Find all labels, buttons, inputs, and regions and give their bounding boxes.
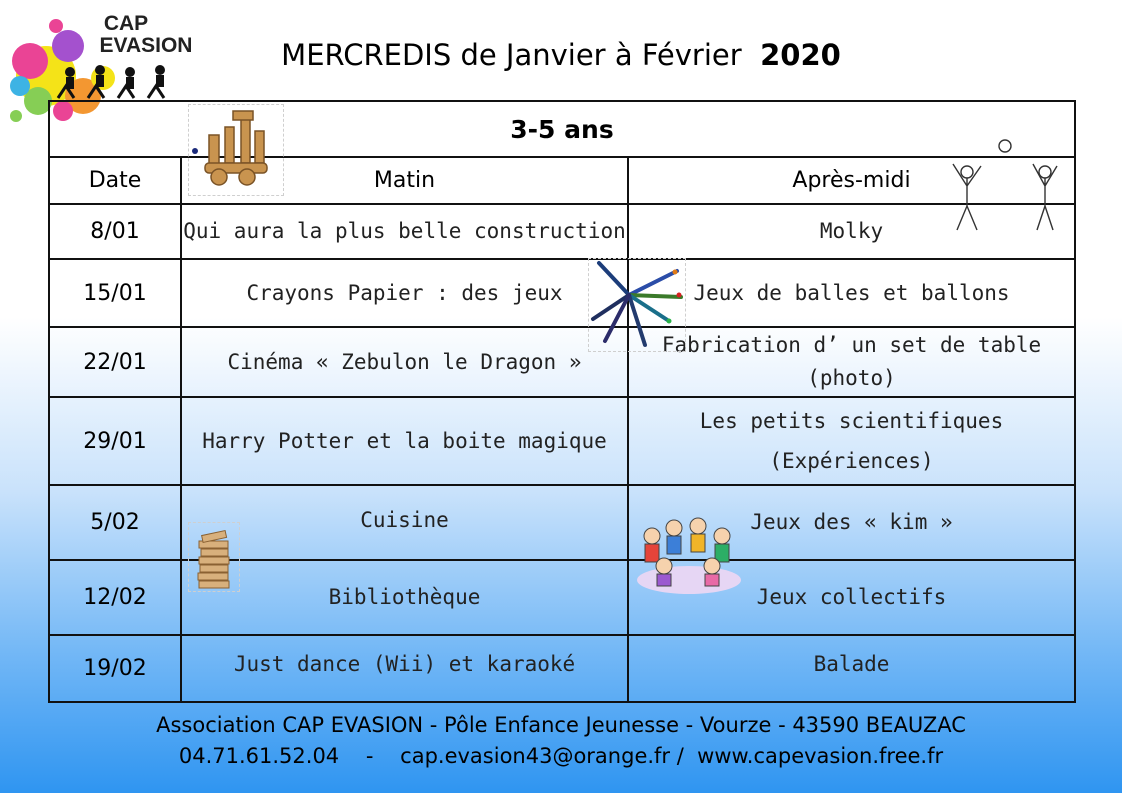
- header-morning: Matin: [181, 157, 628, 204]
- row-date: 19/02: [49, 635, 181, 702]
- row-morning-activity: Cinéma « Zebulon le Dragon »: [181, 327, 628, 397]
- row-morning-activity: Qui aura la plus belle construction: [181, 204, 628, 259]
- logo-text-evasion: EVASION: [99, 34, 193, 57]
- row-morning-activity: Just dance (Wii) et karaoké: [181, 635, 628, 702]
- row-afternoon-activity: Jeux collectifs: [628, 560, 1075, 635]
- table-row: [49, 204, 1075, 259]
- table-row: [49, 635, 1075, 702]
- row-afternoon-activity: Fabrication d’ un set de table (photo): [628, 327, 1075, 397]
- footer-website[interactable]: www.capevasion.free.fr: [697, 744, 944, 768]
- row-afternoon-activity: Molky: [628, 204, 1075, 259]
- footer-contact: 04.71.61.52.04 - cap.evasion43@orange.fr / www.capevasion.free.fr: [178, 744, 944, 768]
- row-morning-activity: Crayons Papier : des jeux: [181, 259, 628, 327]
- row-afternoon-activity: Balade: [628, 635, 1075, 702]
- age-group-heading: 3-5 ans: [49, 101, 1075, 157]
- colored-pencils-icon: [588, 258, 686, 352]
- table-row: [49, 397, 1075, 485]
- row-afternoon-activity: Jeux de balles et ballons: [628, 259, 1075, 327]
- footer-email[interactable]: cap.evasion43@orange.fr: [400, 744, 671, 768]
- jenga-tower-icon: [188, 522, 240, 592]
- children-circle-icon: [634, 514, 744, 598]
- row-morning-activity: Bibliothèque: [181, 560, 628, 635]
- row-date: 22/01: [49, 327, 181, 397]
- row-afternoon-activity: Les petits scientifiques (Expériences): [628, 397, 1075, 485]
- jumping-kids-icon: [945, 136, 1065, 236]
- footer-phone: 04.71.61.52.04: [178, 744, 340, 768]
- table-row: [49, 259, 1075, 327]
- row-afternoon-activity: Jeux des « kim »: [628, 485, 1075, 560]
- row-date: 5/02: [49, 485, 181, 560]
- title-main: MERCREDIS de Janvier à Février: [281, 38, 742, 72]
- row-date: 15/01: [49, 259, 181, 327]
- row-date: 29/01: [49, 397, 181, 485]
- page-title: [0, 38, 1122, 72]
- title-year: 2020: [760, 38, 841, 72]
- row-date: 8/01: [49, 204, 181, 259]
- table-row: [49, 327, 1075, 397]
- header-afternoon: Après-midi: [628, 157, 1075, 204]
- row-morning-activity: Cuisine: [181, 485, 628, 560]
- row-date: 12/02: [49, 560, 181, 635]
- footer-address: Association CAP EVASION - Pôle Enfance Jeunesse - Vourze - 43590 BEAUZAC: [156, 713, 966, 737]
- header-date: Date: [49, 157, 181, 204]
- row-morning-activity: Harry Potter et la boite magique: [181, 397, 628, 485]
- logo-text-cap: CAP: [103, 12, 149, 35]
- wooden-blocks-icon: [188, 104, 284, 196]
